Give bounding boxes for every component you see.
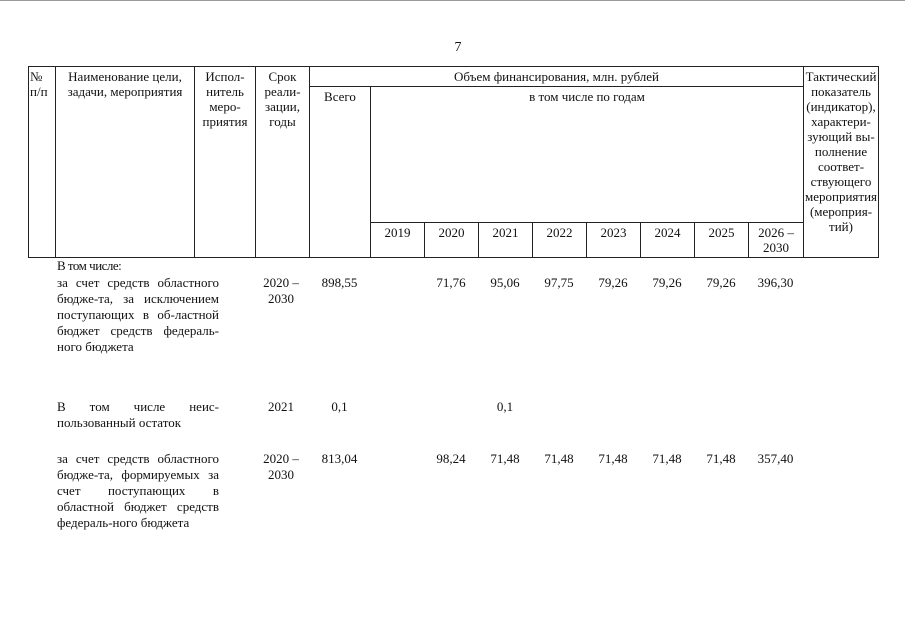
year-header-2021: 2021 <box>479 223 533 258</box>
row-total: 0,1 <box>331 399 348 414</box>
row-2026-2030: 396,30 <box>757 275 794 290</box>
year-header-2025: 2025 <box>695 223 749 258</box>
year-header-2019: 2019 <box>371 223 425 258</box>
row-2021: 95,06 <box>490 275 520 290</box>
row-2022: 97,75 <box>544 275 574 290</box>
row-total: 813,04 <box>321 451 358 466</box>
col-by-years-header: в том числе по годам <box>371 87 804 223</box>
row-2021: 0,1 <box>496 399 514 414</box>
row-2020: 71,76 <box>436 275 466 290</box>
year-header-2023: 2023 <box>587 223 641 258</box>
col-executor-header: Испол-нитель меро-приятия <box>195 67 256 258</box>
year-header-2024: 2024 <box>641 223 695 258</box>
row-name: за счет средств областного бюдже-та, за исключением поступающих в об-ластной бюджет средств федераль-ного бюджета <box>57 275 219 354</box>
table-row <box>28 275 862 399</box>
row-2023: 71,48 <box>598 451 628 466</box>
table-row <box>28 451 862 575</box>
row-name: В том числе неис-пользованный остаток <box>57 399 219 430</box>
row-2021: 71,48 <box>490 451 520 466</box>
col-number-header: № п/п <box>29 67 56 258</box>
row-2020: 98,24 <box>436 451 466 466</box>
year-header-2022: 2022 <box>533 223 587 258</box>
row-term: 2021 <box>268 399 294 414</box>
row-term: 2020 – 2030 <box>263 451 299 482</box>
page-number: 7 <box>454 40 462 55</box>
funding-table-header <box>28 66 879 258</box>
row-2022: 71,48 <box>544 451 574 466</box>
year-header-2026-2030: 2026 – 2030 <box>749 223 804 258</box>
col-term-header: Срок реали-зации, годы <box>256 67 310 258</box>
intro-text: В том числе: <box>57 258 122 273</box>
row-2026-2030: 357,40 <box>757 451 794 466</box>
row-2025: 71,48 <box>706 451 736 466</box>
row-term: 2020 – 2030 <box>263 275 299 306</box>
row-total: 898,55 <box>321 275 358 290</box>
row-2024: 71,48 <box>652 451 682 466</box>
page-top-border <box>0 0 905 1</box>
col-funding-header: Объем финансирования, млн. рублей <box>310 67 804 87</box>
row-2025: 79,26 <box>706 275 736 290</box>
funding-table-body <box>28 258 862 575</box>
col-total-header: Всего <box>310 87 371 258</box>
table-row <box>28 399 862 451</box>
row-name: за счет средств областного бюдже-та, формируемых за счет поступающих в областной бюджет средств федераль-ного бюджета <box>57 451 219 530</box>
col-indicator-header: Тактический показатель (индикатор), характери-зующий вы-полнение соответ-ствующего мероприятия (мероприя-тий) <box>804 67 879 258</box>
col-name-header: Наименование цели, задачи, мероприятия <box>56 67 195 258</box>
year-header-2020: 2020 <box>425 223 479 258</box>
row-2024: 79,26 <box>652 275 682 290</box>
row-2023: 79,26 <box>598 275 628 290</box>
